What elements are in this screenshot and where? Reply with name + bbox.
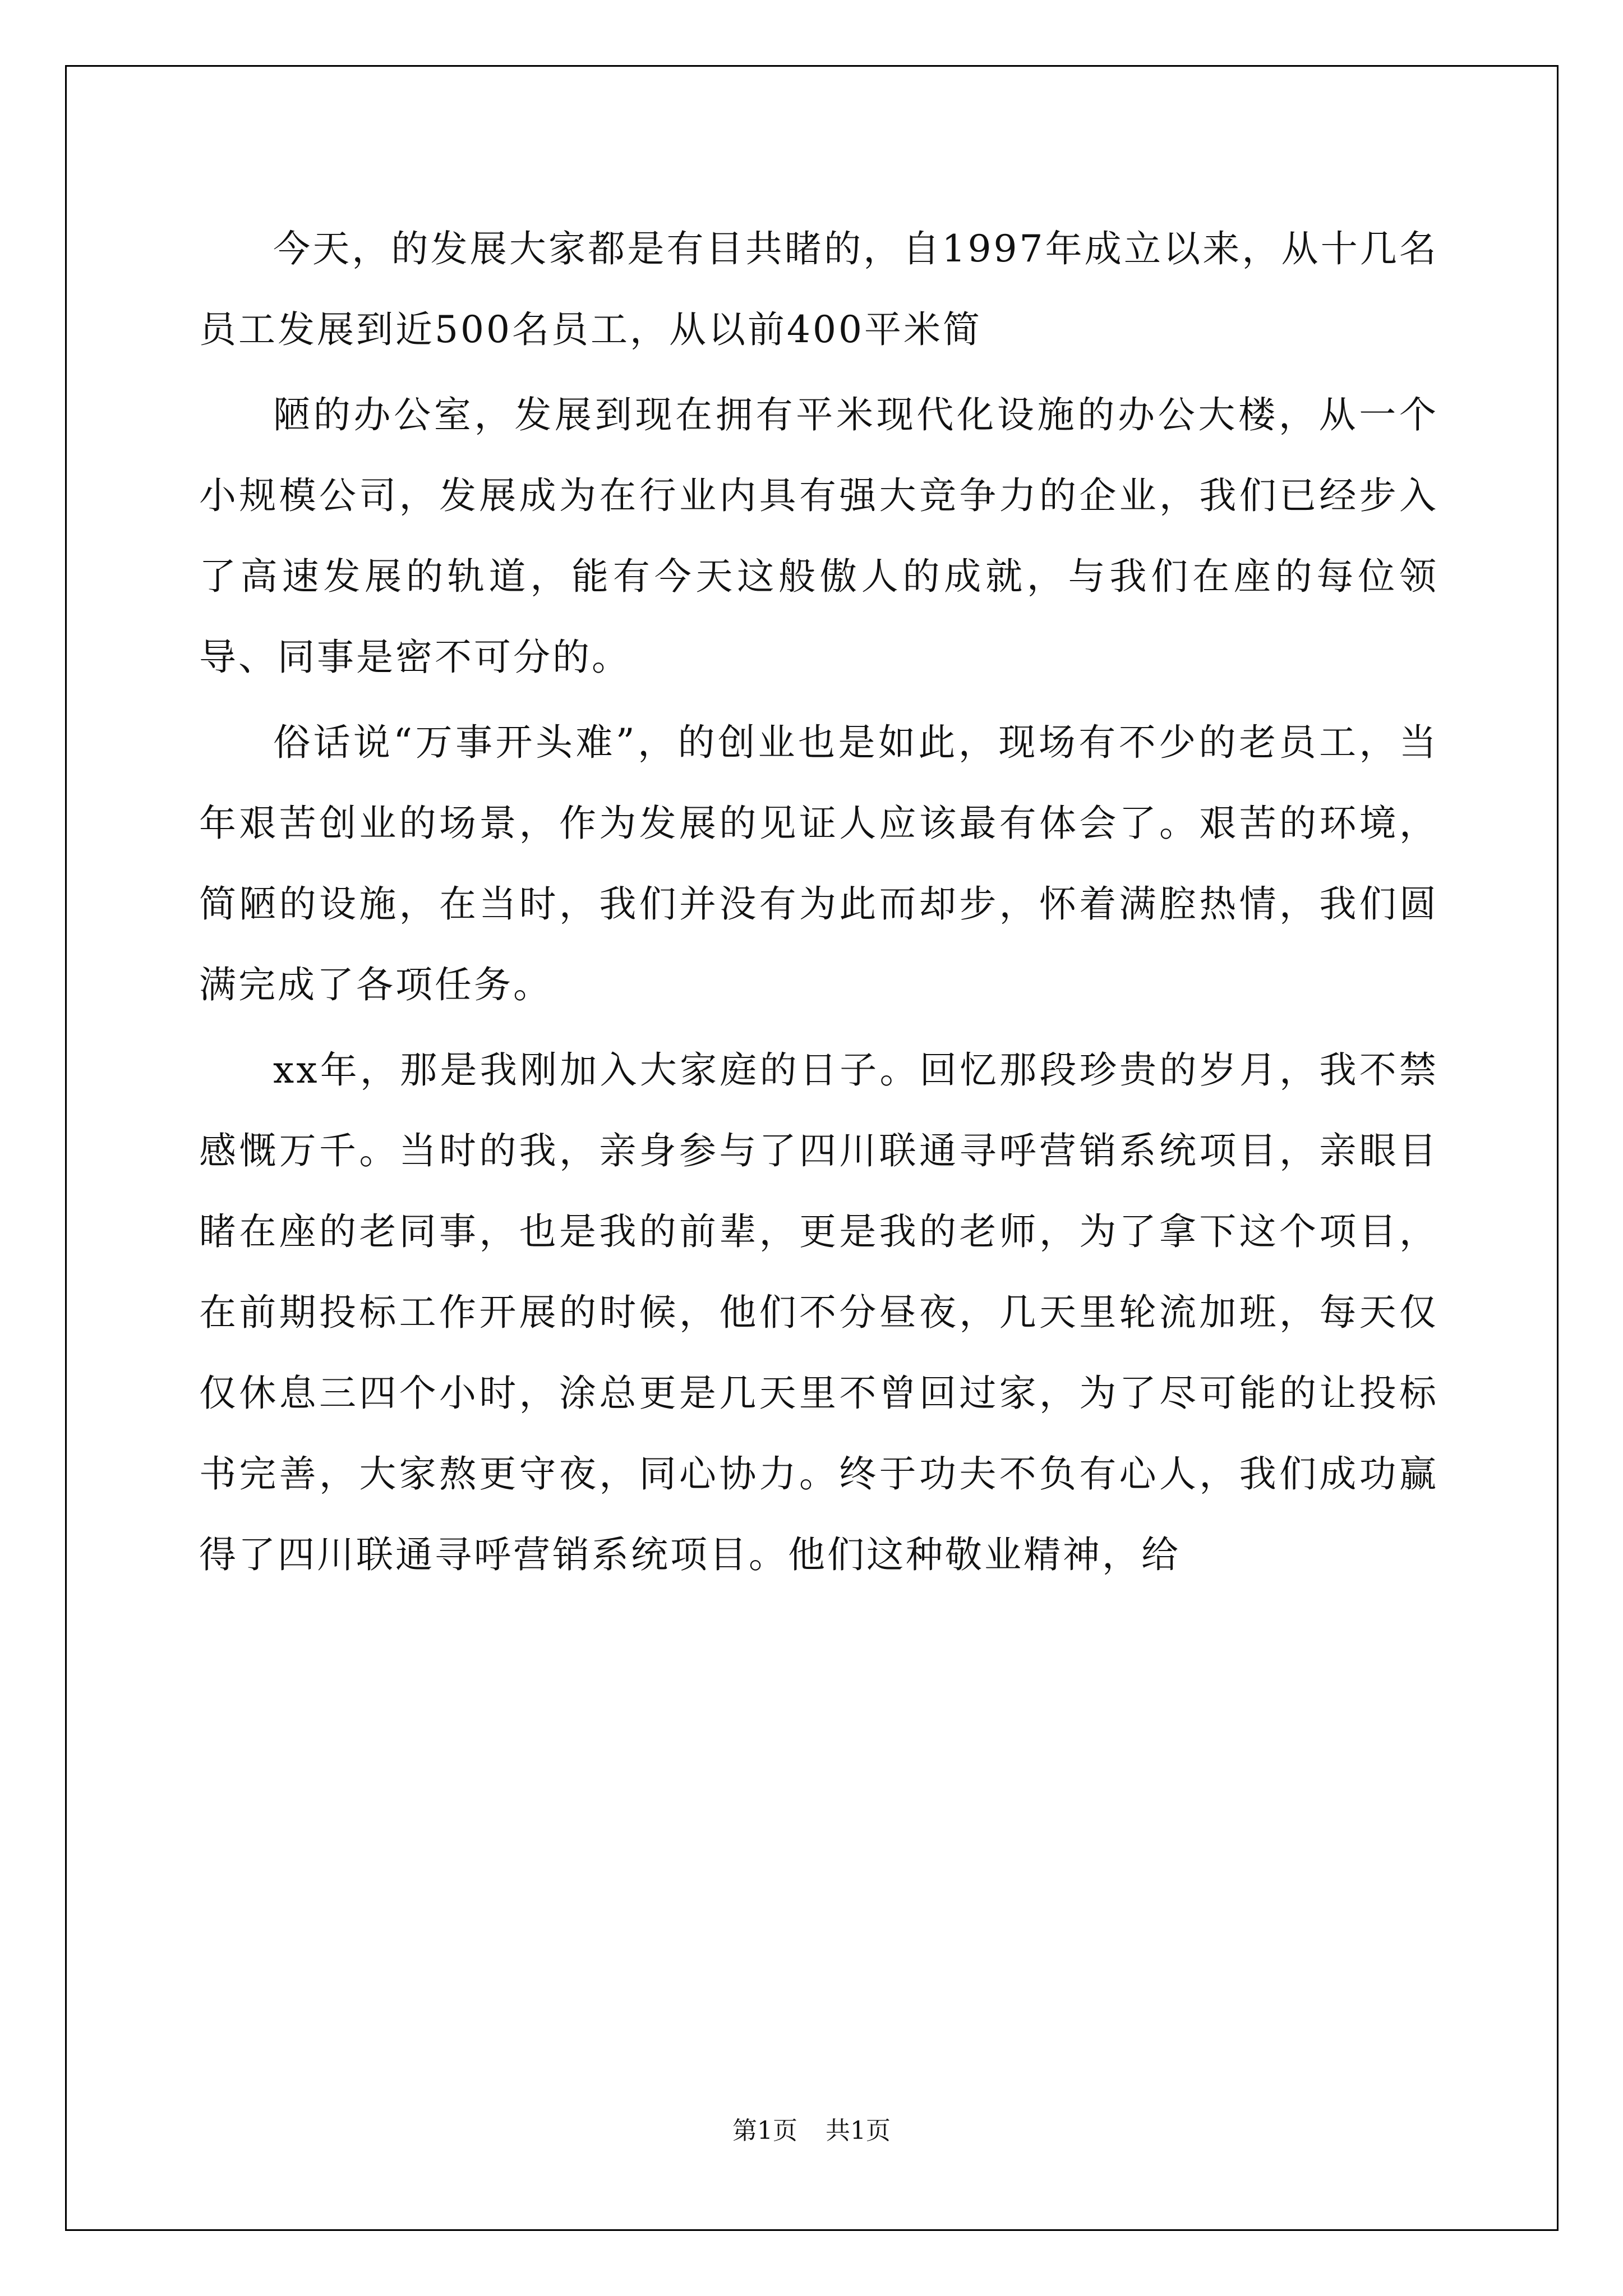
page-footer — [0, 2110, 1623, 2146]
paragraph: 俗话说“万事开头难”，的创业也是如此，现场有不少的老员工，当年艰苦创业的场景，作为发展的见证人应该最有体会了。艰苦的环境，简陋的设施，在当时，我们并没有为此而却步，怀着满腔热情，我们圆满完成了各项任务。 — [199, 721, 1438, 1006]
paragraph: 陋的办公室，发展到现在拥有平米现代化设施的办公大楼，从一个小规模公司，发展成为在行业内具有强大竞争力的企业，我们已经步入了高速发展的轨道，能有今天这般傲人的成就，与我们在座的每位领导、同事是密不可分的。 — [199, 393, 1438, 679]
paragraph: 今天，的发展大家都是有目共睹的，自1997年成立以来，从十几名员工发展到近500名员工，从以前400平米简 — [199, 227, 1438, 351]
page-total: 共1页 — [826, 2116, 891, 2145]
document-body — [199, 209, 1438, 1600]
paragraph: xx年，那是我刚加入大家庭的日子。回忆那段珍贵的岁月，我不禁感慨万千。当时的我，亲身参与了四川联通寻呼营销系统项目，亲眼目睹在座的老同事，也是我的前辈，更是我的老师，为了拿下这个项目，在前期投标工作开展的时候，他们不分昼夜，几天里轮流加班，每天仅仅休息三四个小时，涂总更是几天里不曾回过家，为了尽可能的让投标书完善，大家熬更守夜，同心协力。终于功夫不负有心人，我们成功赢得了四川联通寻呼营销系统项目。他们这种敬业精神，给 — [199, 1048, 1438, 1576]
page-number: 第1页 — [732, 2116, 797, 2145]
